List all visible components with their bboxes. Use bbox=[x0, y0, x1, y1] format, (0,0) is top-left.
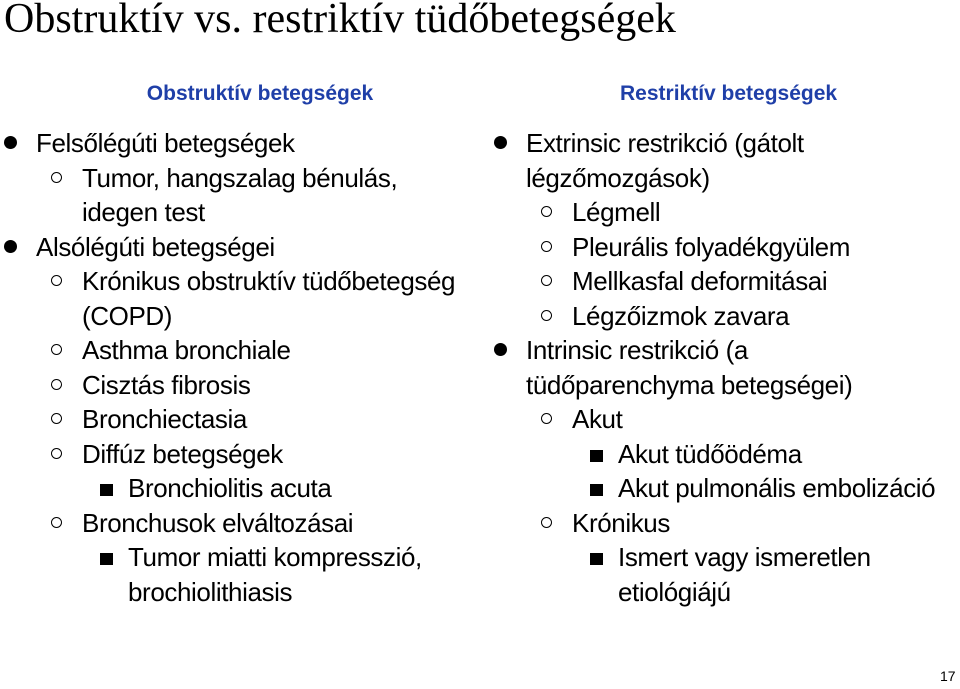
restrictive-list bbox=[490, 126, 960, 609]
list-item bbox=[490, 540, 960, 575]
obstructive-column bbox=[0, 80, 470, 609]
hollow-circle-bullet-icon bbox=[51, 344, 62, 355]
list-item bbox=[490, 471, 960, 506]
restrictive-heading: Restriktív betegségek bbox=[620, 82, 838, 105]
list-item-text: Légmell bbox=[572, 197, 661, 227]
hollow-circle-bullet-icon bbox=[541, 206, 552, 217]
hollow-circle-bullet-icon bbox=[51, 448, 62, 459]
list-item-text: Krónikus obstruktív tüdőbetegség bbox=[82, 266, 456, 296]
list-item bbox=[0, 230, 470, 265]
list-item bbox=[490, 195, 960, 230]
obstructive-heading: Obstruktív betegségek bbox=[146, 82, 374, 105]
list-item-text: Akut tüdőödéma bbox=[618, 438, 802, 469]
list-item bbox=[0, 368, 470, 403]
list-item-text: Tumor miatti kompresszió, bbox=[128, 542, 422, 572]
filled-circle-bullet-icon bbox=[4, 136, 17, 149]
list-item bbox=[0, 506, 470, 541]
list-item bbox=[0, 575, 470, 610]
obstructive-list bbox=[0, 126, 470, 609]
list-item bbox=[490, 126, 960, 161]
hollow-circle-bullet-icon bbox=[51, 517, 62, 528]
list-item bbox=[0, 471, 470, 506]
list-item bbox=[490, 402, 960, 437]
list-item-text: Cisztás fibrosis bbox=[82, 369, 251, 400]
list-item-text: Mellkasfal deformitásai bbox=[572, 266, 828, 296]
list-item bbox=[0, 126, 470, 161]
list-item-text: Alsólégúti betegségei bbox=[36, 231, 275, 262]
list-item-text: Ismert vagy ismeretlen bbox=[618, 542, 871, 572]
list-item-text: etiológiájú bbox=[618, 576, 731, 607]
list-item-text: idegen test bbox=[82, 197, 205, 227]
slide-title: Obstruktív vs. restriktív tüdőbetegségek bbox=[4, 0, 676, 42]
list-item bbox=[490, 264, 960, 299]
list-item bbox=[490, 230, 960, 265]
list-item bbox=[490, 368, 960, 403]
square-bullet-icon bbox=[100, 553, 113, 565]
hollow-circle-bullet-icon bbox=[541, 241, 552, 252]
list-item-text: Bronchiectasia bbox=[82, 404, 247, 434]
square-bullet-icon bbox=[100, 484, 113, 496]
hollow-circle-bullet-icon bbox=[541, 310, 552, 321]
list-item bbox=[0, 264, 470, 299]
list-item-text: Tumor, hangszalag bénulás, bbox=[82, 162, 398, 193]
hollow-circle-bullet-icon bbox=[541, 413, 552, 424]
list-item bbox=[490, 161, 960, 196]
page-number: 17 bbox=[940, 668, 956, 684]
square-bullet-icon bbox=[590, 450, 603, 462]
list-item-text: Bronchiolitis acuta bbox=[128, 473, 332, 503]
list-item-text: tüdőparenchyma betegségei) bbox=[526, 369, 853, 400]
list-item bbox=[0, 540, 470, 575]
list-item-text: Felsőlégúti betegségek bbox=[36, 128, 295, 158]
list-item-text: légzőmozgások) bbox=[526, 162, 710, 193]
list-item bbox=[0, 195, 470, 230]
list-item bbox=[490, 575, 960, 610]
square-bullet-icon bbox=[590, 553, 603, 565]
restrictive-column bbox=[490, 80, 960, 609]
list-item bbox=[490, 506, 960, 541]
list-item bbox=[0, 161, 470, 196]
list-item bbox=[0, 437, 470, 472]
list-item bbox=[490, 299, 960, 334]
list-item-text: Krónikus bbox=[572, 507, 670, 538]
list-item bbox=[490, 437, 960, 472]
list-item-text: Bronchusok elváltozásai bbox=[82, 507, 354, 538]
hollow-circle-bullet-icon bbox=[51, 413, 62, 424]
list-item-text: Pleurális folyadékgyülem bbox=[572, 231, 850, 262]
list-item-text: Intrinsic restrikció (a bbox=[526, 335, 748, 365]
hollow-circle-bullet-icon bbox=[51, 379, 62, 390]
list-item-text: (COPD) bbox=[82, 300, 173, 331]
filled-circle-bullet-icon bbox=[494, 136, 507, 149]
list-item-text: brochiolithiasis bbox=[128, 576, 293, 607]
list-item-text: Extrinsic restrikció (gátolt bbox=[526, 128, 804, 158]
filled-circle-bullet-icon bbox=[4, 240, 17, 253]
hollow-circle-bullet-icon bbox=[51, 275, 62, 286]
list-item bbox=[0, 299, 470, 334]
list-item bbox=[0, 402, 470, 437]
filled-circle-bullet-icon bbox=[494, 343, 507, 356]
list-item bbox=[490, 333, 960, 368]
list-item bbox=[0, 333, 470, 368]
list-item-text: Akut pulmonális embolizáció bbox=[618, 473, 936, 503]
list-item-text: Akut bbox=[572, 404, 623, 434]
hollow-circle-bullet-icon bbox=[541, 517, 552, 528]
list-item-text: Asthma bronchiale bbox=[82, 335, 291, 365]
list-item-text: Diffúz betegségek bbox=[82, 438, 283, 469]
hollow-circle-bullet-icon bbox=[51, 172, 62, 183]
hollow-circle-bullet-icon bbox=[541, 275, 552, 286]
list-item-text: Légzőizmok zavara bbox=[572, 300, 790, 331]
square-bullet-icon bbox=[590, 484, 603, 496]
